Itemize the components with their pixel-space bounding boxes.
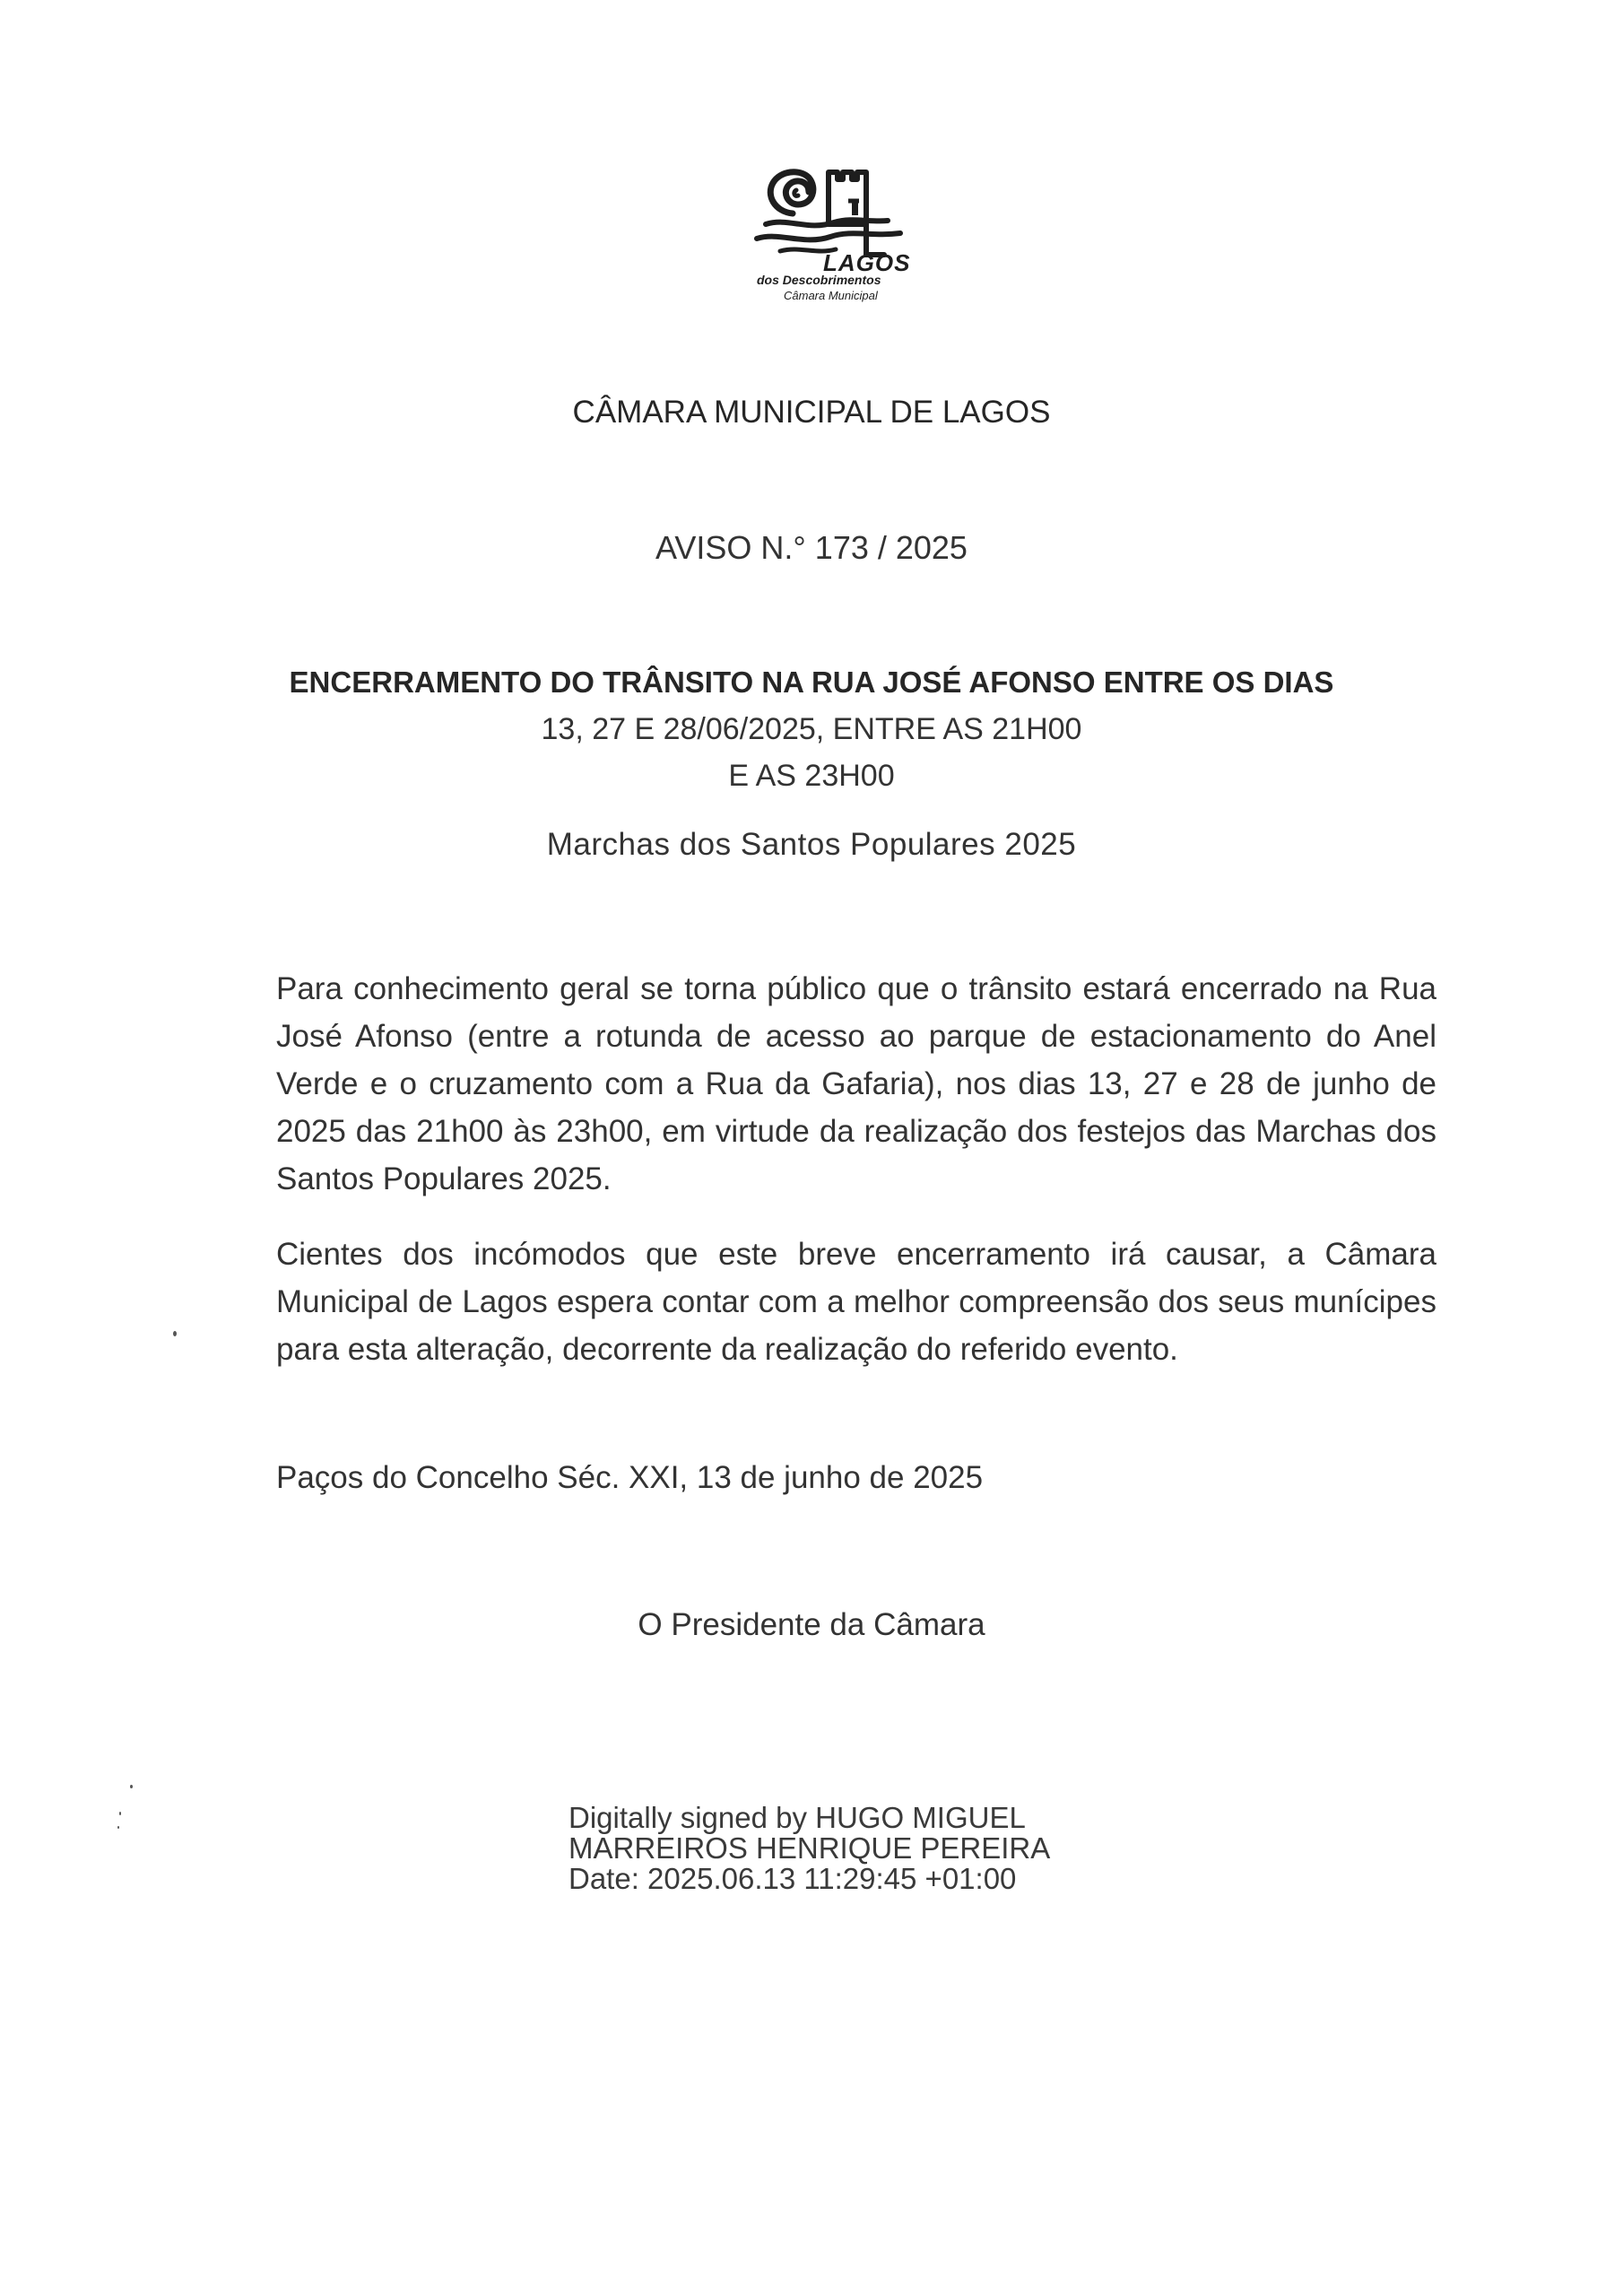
body-paragraph-1: Para conhecimento geral se torna público que o trânsito estará encerrado na Rua José Afonso (entre a rotunda de acesso ao parque de estacionamento do Anel Verde e o cruzamento com a Rua da Gafaria), nos dias 13, 27 e 28 de junho de 2025 das 21h00 às 23h00, em virtude da realização dos festejos das Marchas dos Santos Populares 2025. bbox=[276, 971, 1436, 1196]
scan-speck bbox=[130, 1785, 133, 1788]
scan-speck bbox=[173, 1331, 177, 1336]
subject-line-3: E AS 23H00 bbox=[728, 759, 895, 793]
logo-institution: Câmara Municipal bbox=[784, 289, 878, 302]
logo-tagline: dos Descobrimentos bbox=[757, 273, 881, 287]
signature-line-3: Date: 2025.06.13 11:29:45 +01:00 bbox=[568, 1862, 1017, 1895]
place-and-date: Paços do Concelho Séc. XXI, 13 de junho de 2025 bbox=[276, 1460, 984, 1495]
event-name: Marchas dos Santos Populares 2025 bbox=[546, 827, 1077, 862]
notice-number: AVISO N.° 173 / 2025 bbox=[655, 529, 968, 566]
signature-line-2: MARREIROS HENRIQUE PEREIRA bbox=[568, 1831, 1051, 1865]
signature-line-1: Digitally signed by HUGO MIGUEL bbox=[568, 1801, 1026, 1834]
scan-speck bbox=[119, 1812, 121, 1815]
organization-title: CÂMARA MUNICIPAL DE LAGOS bbox=[572, 395, 1051, 430]
scan-speck bbox=[117, 1826, 119, 1829]
signer-title: O Presidente da Câmara bbox=[638, 1607, 985, 1642]
municipal-logo bbox=[753, 169, 915, 312]
subject-line-2: 13, 27 E 28/06/2025, ENTRE AS 21H00 bbox=[541, 712, 1082, 746]
logo-wordmark: LAGOS bbox=[823, 249, 911, 276]
subject-line-1: ENCERRAMENTO DO TRÂNSITO NA RUA JOSÉ AFONSO ENTRE OS DIAS bbox=[289, 665, 1334, 699]
body-paragraph-2: Cientes dos incómodos que este breve encerramento irá causar, a Câmara Municipal de Lagos espera contar com a melhor compreensão dos seus munícipes para esta alteração, decorrente da realização do referido evento. bbox=[276, 1237, 1436, 1367]
digital-signature bbox=[568, 1803, 1050, 1894]
